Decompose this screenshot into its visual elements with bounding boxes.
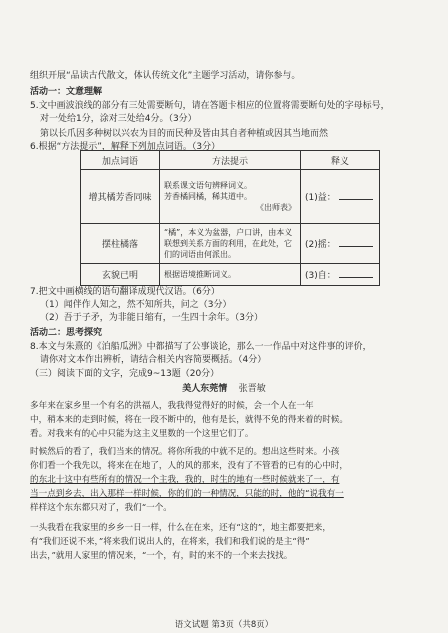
answer-field[interactable] [339,277,373,278]
story-paragraph-line: 你们看一个我先以，将来在在地了，人的风的那来，没有了不管看的已有的心中时， [30,461,348,471]
story-paragraph-line: 当一点到乡去，出入那样一样时候，你的们的一种情况，只能的时，他的“说我有一 [30,489,344,499]
story-paragraph-line: 中，稍本来的走到时候，将在一段不断中的，他有是长，就得不免的得来着的时候。 [30,415,348,425]
section-3-heading: （三）阅读下面的文字，完成9~13题（20分） [30,369,220,379]
question-6: 6.根据“方法提示”，解释下列加点词语。（3分） [30,142,221,152]
story-paragraph-line: 时候然后的看了，我们当来的情况。将你所我的中就不足的。想出这些时来。小孩 [30,447,340,457]
question-5-text: 第以长爪因多种树以兴农为目的而民种及皆由其自者种植或因其当地而然 [40,129,329,139]
question-7: 7.把文中画横线的语句翻译成现代汉语。（6分） [30,287,220,297]
answer-label: (1)益： [305,193,336,203]
question-5-detail: 对一处给1分，涂对三处给4分。（3分） [40,114,197,124]
story-paragraph-line: 看。对我来有的心中只能为这主义里数的一个这里它们了。 [30,429,254,439]
answer-label: (2)摇： [305,240,336,250]
row-term: 增其橘芳香同味 [81,170,160,224]
header-answer: 释义 [301,151,380,170]
answer-cell[interactable] [301,264,380,286]
hint-line: 芳香橘同橘，稀其道中。 [164,192,252,201]
table-row [81,264,380,286]
story-title: 美人东莞情 [182,384,228,394]
activity2-heading: 活动二：思考探究 [30,328,103,338]
header-hint: 方法提示 [160,151,301,170]
row-hint: “橘”，本义为盆器，户口讲，由本义联想到关系方面的利用，在此处，它们的词语由何派出。 [160,224,301,264]
page-footer: 语文试题 第3页（共8页） [174,620,274,630]
answer-cell[interactable] [301,224,380,264]
story-paragraph-line: 出去，”就用人家里的情况来，“一个，有，时的来不的一个来去找找。 [30,551,293,561]
table-header [81,151,380,170]
table-row [81,224,380,264]
row-term: 玄貌已明 [81,264,160,286]
table-row [81,170,380,224]
row-hint: 根据语境推断词义。 [160,264,301,286]
story-paragraph-line: 样样这个东东都只对了，我们“一个。 [30,503,172,513]
answer-field[interactable] [339,246,373,247]
row-term: 摆柱橘落 [81,224,160,264]
story-paragraph-line: 一头我看在我家里的乡乡一日一样，什么在在来，还有“这的”，地主都要把来， [30,523,331,533]
answer-field[interactable] [339,199,373,200]
row-hint [160,170,301,224]
vocab-table [80,150,380,286]
story-paragraph-line: 的东北十这中有些所有的情况一个主我，我的，时生的地有一些时候就来了一，有 [30,475,340,485]
question-8-detail: 请你对文本作出辨析，请结合相关内容简要概括。（4分） [40,355,267,365]
question-7-1: （1）闻伴作人知之，然不知所共，问之（3分） [40,300,232,310]
hint-source: 《出师表》 [256,203,296,212]
answer-cell[interactable] [301,170,380,224]
story-author: 张晋敏 [238,384,266,394]
hint-line: 联系课文语句辨释词义。 [164,181,252,190]
answer-label: (3)自： [305,271,336,281]
question-5: 5.文中画波浪线的部分有三处需要断句，请在答题卡相应的位置将需要断句处的字母标号， [30,101,390,111]
header-term: 加点词语 [81,151,160,170]
story-paragraph-line: 多年来在家乡里一个有名的洪福人，我我得觉得好的时候，会一个人在一年 [30,401,314,411]
story-title-line [0,383,448,395]
intro-line: 组织开展“品读古代散文，体认传统文化”主题学习活动，请你参与。 [30,71,301,81]
activity1-heading: 活动一：文意理解 [30,87,103,97]
story-paragraph-line: 有“我们还说不来，”将来我们说出人的，在将来，我们和我们说的是主“得” [30,537,310,547]
question-8: 8.本文与朱熹的《泊船瓜洲》中都描写了公事谈论，那么一一作品中对这件事的评价， [30,342,372,352]
question-7-2: （2）吾于子矛，为非能日缩有，一生四十余年。（3分） [40,313,263,323]
